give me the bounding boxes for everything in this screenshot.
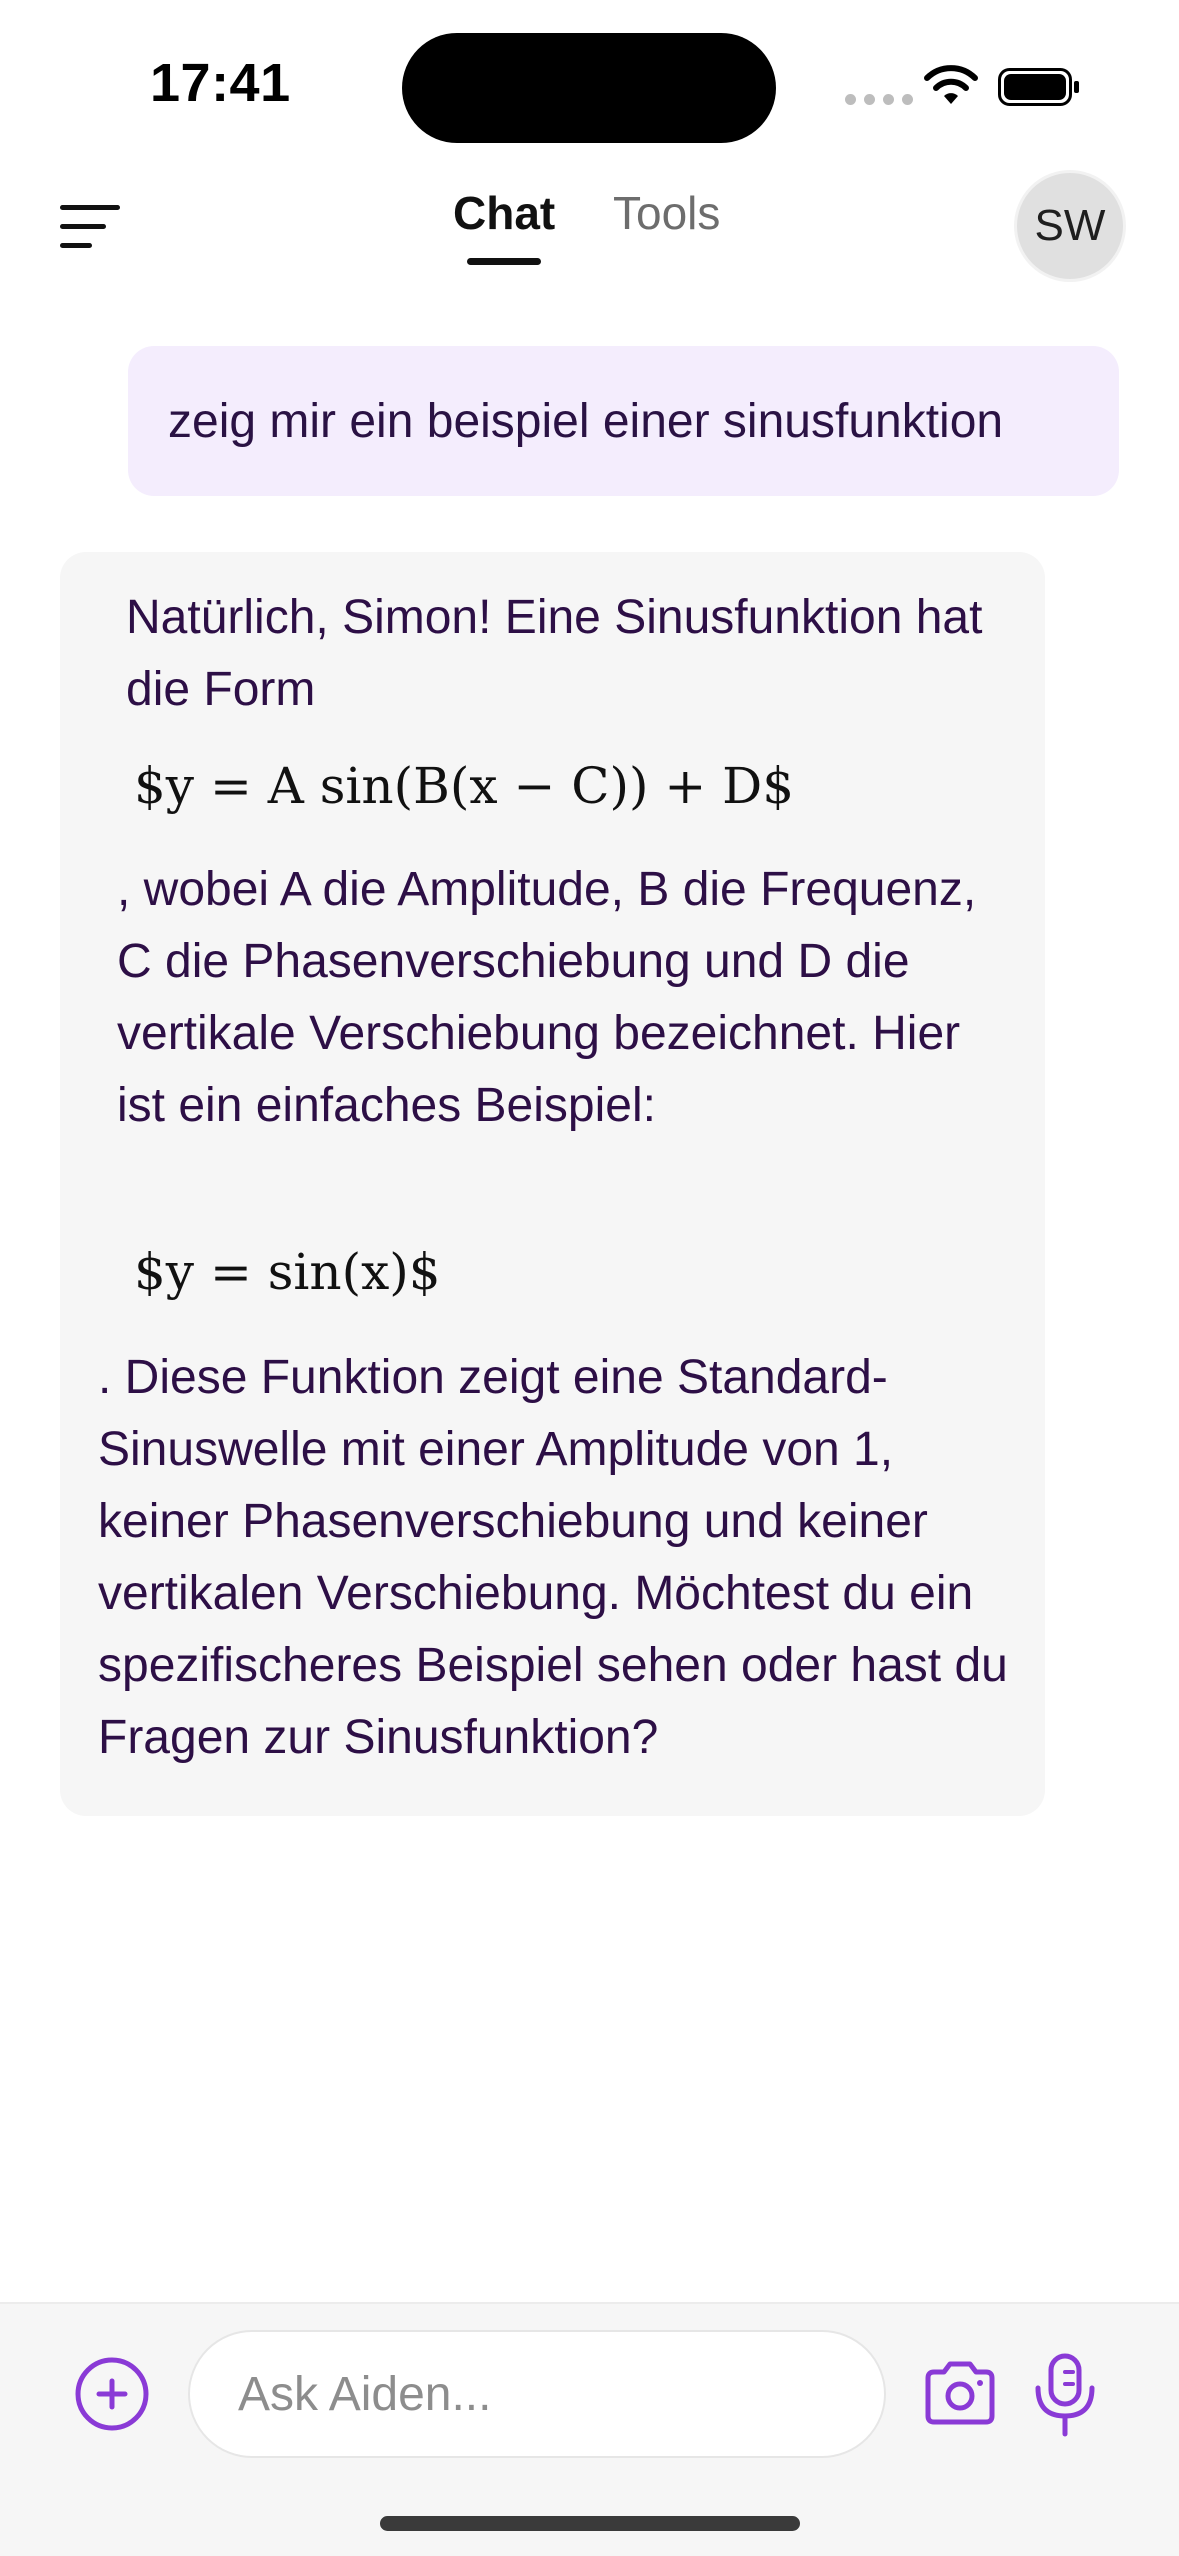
assistant-paragraph: , wobei A die Amplitude, B die Frequenz, C die Phasenverschiebung und D die vertikale Verschiebung bezeichnet. Hier ist ein einfaches Beispiel: (117, 863, 977, 1132)
cellular-signal-icon (845, 94, 913, 105)
message-input-placeholder: Ask Aiden... (238, 2367, 492, 2421)
battery-icon (998, 68, 1080, 106)
wifi-icon (922, 64, 980, 108)
tab-bar (0, 186, 1179, 266)
microphone-icon[interactable] (1032, 2352, 1098, 2438)
status-time: 17:41 (150, 53, 291, 113)
tab-chat[interactable]: Chat (453, 187, 556, 239)
assistant-message-bubble (60, 552, 1045, 1816)
camera-icon[interactable] (920, 2356, 1000, 2430)
home-indicator (380, 2516, 800, 2531)
active-tab-indicator (467, 258, 541, 265)
assistant-paragraph: Natürlich, Simon! Eine Sinusfunktion hat die Form (126, 591, 983, 716)
user-message-text: zeig mir ein beispiel einer sinusfunktion (168, 394, 1004, 448)
dynamic-island (402, 33, 776, 143)
plus-icon[interactable] (74, 2356, 150, 2432)
avatar[interactable]: SW (1014, 170, 1126, 282)
message-input[interactable] (188, 2330, 886, 2458)
tab-tools[interactable]: Tools (613, 187, 721, 239)
user-message-bubble (128, 346, 1119, 496)
math-formula: $y = sin(x)$ (134, 1243, 441, 1301)
assistant-paragraph: . Diese Funktion zeigt eine Standard-Sinuswelle mit einer Amplitude von 1, keiner Phasenverschiebung und keiner vertikalen Verschiebung. Möchtest du ein spezifischeres Beispiel sehen oder hast du Fragen zur Sinusfunktion? (98, 1351, 1008, 1764)
math-formula: $y = A sin(B(x − C)) + D$ (134, 757, 795, 815)
